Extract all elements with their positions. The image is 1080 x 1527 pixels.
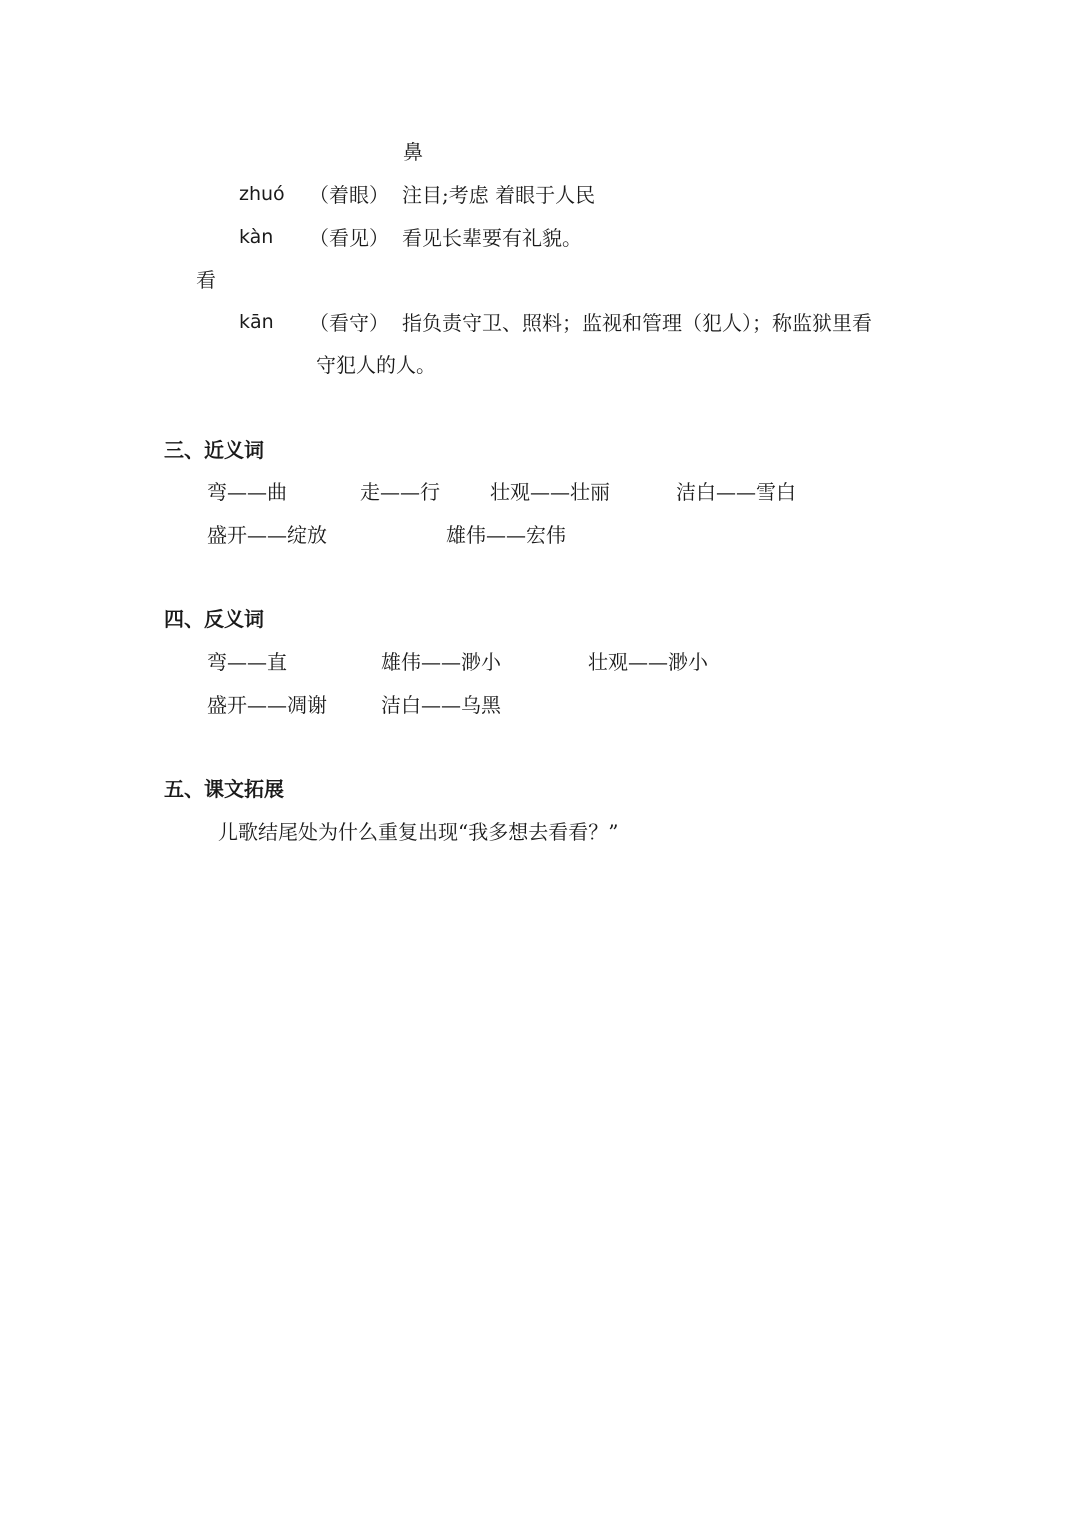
meaning-zhuoyan: 注目;考虑 着眼于人民 xyxy=(402,183,596,207)
polyphone-char-kan: 看 xyxy=(196,268,216,292)
word-kanjian: （看见） xyxy=(309,226,389,250)
fragment-char: 鼻 xyxy=(403,140,423,164)
extension-heading: 五、课文拓展 xyxy=(164,777,284,801)
meaning-kanshou-line2: 守犯人的人。 xyxy=(316,353,436,377)
synonym-pair: 雄伟——宏伟 xyxy=(446,523,566,547)
word-kanshou: （看守） xyxy=(309,311,389,335)
antonym-pair: 洁白——乌黑 xyxy=(381,693,501,717)
pinyin-kan1: kān xyxy=(239,311,274,333)
synonym-pair: 弯——曲 xyxy=(207,480,287,504)
antonyms-heading: 四、反义词 xyxy=(164,607,264,631)
meaning-kanshou-line1: 指负责守卫、照料；监视和管理（犯人）；称监狱里看 xyxy=(402,311,872,335)
synonym-pair: 走——行 xyxy=(360,480,440,504)
pinyin-zhuo: zhuó xyxy=(239,183,285,205)
synonym-pair: 盛开——绽放 xyxy=(207,523,327,547)
antonym-pair: 壮观——渺小 xyxy=(588,650,708,674)
word-zhuoyan: （着眼） xyxy=(309,183,389,207)
synonym-pair: 壮观——壮丽 xyxy=(490,480,610,504)
pinyin-kan4: kàn xyxy=(239,226,274,248)
extension-question: 儿歌结尾处为什么重复出现“我多想去看看？” xyxy=(218,820,619,844)
meaning-kanjian: 看见长辈要有礼貌。 xyxy=(402,226,582,250)
synonym-pair: 洁白——雪白 xyxy=(676,480,796,504)
antonym-pair: 弯——直 xyxy=(207,650,287,674)
antonym-pair: 雄伟——渺小 xyxy=(381,650,501,674)
synonyms-heading: 三、近义词 xyxy=(164,438,264,462)
antonym-pair: 盛开——凋谢 xyxy=(207,693,327,717)
